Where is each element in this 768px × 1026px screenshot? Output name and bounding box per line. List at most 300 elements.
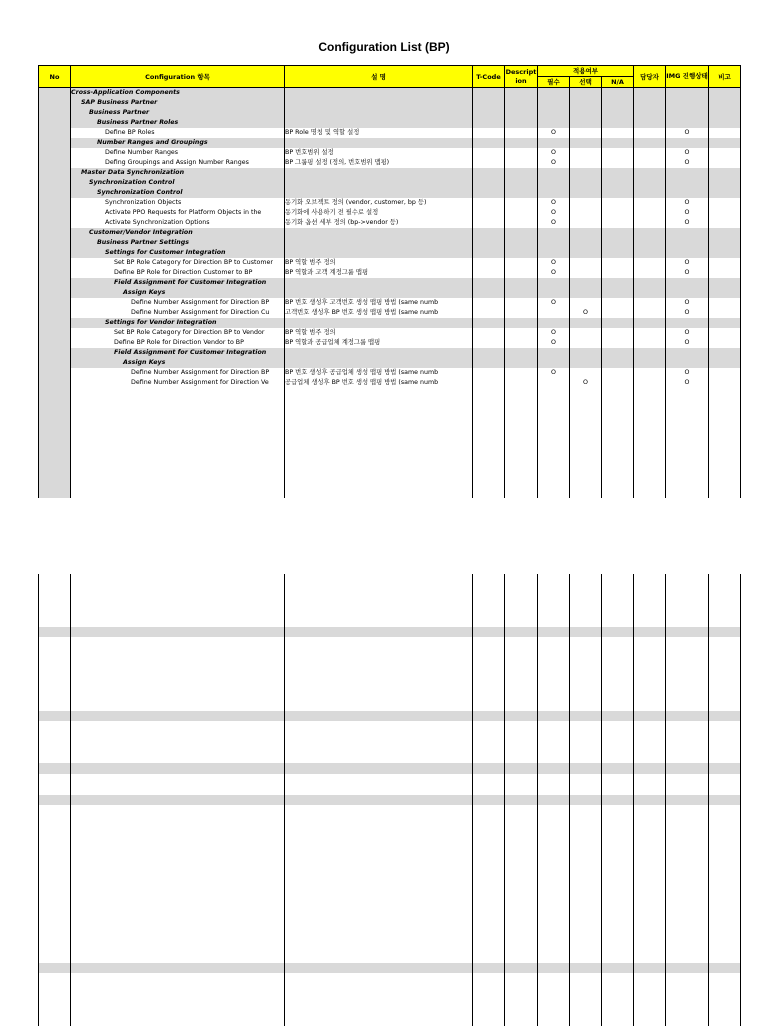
empty-cell [39, 458, 71, 468]
empty-cell [570, 648, 602, 659]
empty-cell [505, 711, 538, 722]
empty-cell [602, 478, 634, 488]
empty-cell [538, 931, 570, 942]
empty-cell [538, 816, 570, 827]
empty-cell [709, 805, 741, 816]
config-item-cell: Set BP Role Category for Direction BP to Vendor [71, 328, 285, 338]
description-cell: BP 역할과 공급업체 계정그룹 맵핑 [285, 338, 473, 348]
empty-cell [634, 994, 666, 1005]
empty-cell [473, 408, 505, 418]
config-item-cell: Define Number Ranges [71, 148, 285, 158]
empty-cell [39, 837, 71, 848]
empty-cell [473, 921, 505, 932]
empty-cell [634, 448, 666, 458]
no-cell [39, 148, 71, 158]
empty-cell [285, 742, 473, 753]
img-status-cell: O [666, 158, 709, 168]
empty-cell [473, 900, 505, 911]
empty-cell [570, 1005, 602, 1016]
empty-cell [666, 616, 709, 627]
empty-cell [709, 585, 741, 596]
empty-cell [473, 973, 505, 984]
section-row [39, 348, 741, 358]
empty-cell [505, 868, 538, 879]
config-item-cell: Synchronization Control [71, 188, 285, 198]
img-status-cell: O [666, 268, 709, 278]
empty-cell [634, 753, 666, 764]
empty-cell [709, 458, 741, 468]
empty-cell [666, 984, 709, 995]
empty-cell [538, 488, 570, 498]
remark-cell [709, 358, 741, 368]
description-extra-cell [505, 218, 538, 228]
description-cell [285, 348, 473, 358]
empty-cell [666, 398, 709, 408]
empty-cell [39, 388, 71, 398]
empty-cell [285, 753, 473, 764]
empty-cell [666, 763, 709, 774]
no-cell [39, 248, 71, 258]
empty-row [39, 826, 741, 837]
empty-cell [473, 889, 505, 900]
empty-cell [570, 428, 602, 438]
section-row [39, 168, 741, 178]
required-cell: O [538, 198, 570, 208]
tcode-cell [473, 188, 505, 198]
tcode-cell [473, 118, 505, 128]
tcode-cell [473, 208, 505, 218]
empty-cell [666, 889, 709, 900]
empty-cell [71, 994, 285, 1005]
empty-cell [39, 1005, 71, 1016]
owner-cell [634, 278, 666, 288]
empty-cell [505, 753, 538, 764]
empty-cell [602, 408, 634, 418]
empty-cell [285, 942, 473, 953]
empty-cell [71, 648, 285, 659]
owner-cell [634, 258, 666, 268]
owner-cell [634, 178, 666, 188]
section-row [39, 711, 741, 722]
description-cell [285, 248, 473, 258]
empty-cell [602, 700, 634, 711]
na-cell [602, 188, 634, 198]
optional-cell [570, 138, 602, 148]
na-cell [602, 168, 634, 178]
empty-cell [538, 963, 570, 974]
empty-cell [634, 784, 666, 795]
empty-cell [505, 774, 538, 785]
empty-cell [602, 826, 634, 837]
remark-cell [709, 348, 741, 358]
empty-cell [285, 963, 473, 974]
empty-cell [709, 910, 741, 921]
remark-cell [709, 108, 741, 118]
optional-cell: O [570, 308, 602, 318]
empty-cell [602, 900, 634, 911]
description-cell [285, 118, 473, 128]
empty-row [39, 921, 741, 932]
img-status-cell: O [666, 208, 709, 218]
empty-cell [538, 388, 570, 398]
empty-cell [709, 931, 741, 942]
empty-row [39, 428, 741, 438]
empty-cell [285, 826, 473, 837]
empty-cell [505, 595, 538, 606]
empty-cell [602, 984, 634, 995]
empty-cell [473, 658, 505, 669]
description-extra-cell [505, 358, 538, 368]
no-cell [39, 348, 71, 358]
empty-cell [538, 868, 570, 879]
config-item-cell: Customer/Vendor Integration [71, 228, 285, 238]
owner-cell [634, 378, 666, 388]
empty-cell [71, 679, 285, 690]
empty-cell [570, 585, 602, 596]
empty-cell [602, 868, 634, 879]
empty-cell [473, 742, 505, 753]
config-item-cell: Define BP Roles [71, 128, 285, 138]
description-extra-cell [505, 148, 538, 158]
empty-cell [602, 606, 634, 617]
empty-cell [39, 658, 71, 669]
empty-cell [473, 595, 505, 606]
table-row [39, 258, 741, 268]
section-row [39, 178, 741, 188]
empty-cell [602, 438, 634, 448]
empty-cell [602, 711, 634, 722]
empty-row [39, 679, 741, 690]
empty-cell [709, 732, 741, 743]
owner-cell [634, 108, 666, 118]
empty-cell [634, 742, 666, 753]
description-extra-cell [505, 308, 538, 318]
description-extra-cell [505, 88, 538, 99]
empty-cell [285, 669, 473, 680]
owner-cell [634, 298, 666, 308]
owner-cell [634, 338, 666, 348]
empty-cell [39, 732, 71, 743]
empty-cell [505, 942, 538, 953]
empty-cell [634, 942, 666, 953]
section-row [39, 138, 741, 148]
no-cell [39, 318, 71, 328]
config-item-cell: Define Number Assignment for Direction Cu [71, 308, 285, 318]
description-cell [285, 178, 473, 188]
empty-cell [709, 428, 741, 438]
na-cell [602, 198, 634, 208]
required-cell: O [538, 268, 570, 278]
description-extra-cell [505, 238, 538, 248]
empty-cell [634, 900, 666, 911]
section-row [39, 248, 741, 258]
na-cell [602, 378, 634, 388]
empty-cell [39, 627, 71, 638]
remark-cell [709, 298, 741, 308]
header-description: Description [505, 66, 538, 88]
empty-cell [709, 690, 741, 701]
required-cell: O [538, 218, 570, 228]
empty-cell [602, 448, 634, 458]
img-status-cell [666, 188, 709, 198]
tcode-cell [473, 198, 505, 208]
empty-cell [666, 488, 709, 498]
owner-cell [634, 348, 666, 358]
empty-cell [666, 468, 709, 478]
empty-cell [666, 952, 709, 963]
empty-cell [538, 448, 570, 458]
remark-cell [709, 188, 741, 198]
empty-cell [285, 973, 473, 984]
empty-cell [473, 648, 505, 659]
empty-cell [666, 826, 709, 837]
description-cell [285, 318, 473, 328]
empty-cell [473, 488, 505, 498]
no-cell [39, 98, 71, 108]
empty-cell [634, 690, 666, 701]
empty-cell [634, 478, 666, 488]
empty-cell [634, 973, 666, 984]
empty-cell [602, 627, 634, 638]
no-cell [39, 188, 71, 198]
img-status-cell [666, 248, 709, 258]
remark-cell [709, 88, 741, 99]
optional-cell [570, 118, 602, 128]
tcode-cell [473, 378, 505, 388]
empty-cell [602, 595, 634, 606]
empty-cell [71, 889, 285, 900]
empty-cell [538, 637, 570, 648]
empty-cell [505, 837, 538, 848]
empty-cell [39, 952, 71, 963]
empty-cell [473, 458, 505, 468]
empty-cell [39, 700, 71, 711]
required-cell [538, 348, 570, 358]
empty-cell [709, 648, 741, 659]
empty-cell [71, 448, 285, 458]
empty-cell [71, 669, 285, 680]
empty-cell [71, 732, 285, 743]
empty-cell [709, 488, 741, 498]
empty-cell [709, 900, 741, 911]
description-extra-cell [505, 178, 538, 188]
description-extra-cell [505, 368, 538, 378]
empty-row [39, 669, 741, 680]
required-cell [538, 238, 570, 248]
required-cell [538, 188, 570, 198]
empty-cell [285, 784, 473, 795]
empty-cell [666, 868, 709, 879]
empty-cell [71, 805, 285, 816]
description-cell [285, 168, 473, 178]
empty-cell [39, 606, 71, 617]
description-cell: 동기화에 사용하기 전 필수로 설정 [285, 208, 473, 218]
empty-cell [570, 606, 602, 617]
empty-cell [634, 910, 666, 921]
empty-cell [570, 388, 602, 398]
empty-cell [666, 994, 709, 1005]
config-item-cell: Field Assignment for Customer Integration [71, 348, 285, 358]
owner-cell [634, 158, 666, 168]
empty-cell [285, 795, 473, 806]
empty-cell [39, 816, 71, 827]
empty-cell [473, 669, 505, 680]
owner-cell [634, 358, 666, 368]
remark-cell [709, 328, 741, 338]
tcode-cell [473, 98, 505, 108]
owner-cell [634, 208, 666, 218]
empty-cell [634, 984, 666, 995]
empty-cell [505, 398, 538, 408]
owner-cell [634, 368, 666, 378]
empty-cell [709, 795, 741, 806]
empty-cell [666, 700, 709, 711]
no-cell [39, 358, 71, 368]
empty-row [39, 879, 741, 890]
empty-cell [71, 408, 285, 418]
empty-cell [602, 468, 634, 478]
empty-cell [285, 438, 473, 448]
remark-cell [709, 378, 741, 388]
empty-cell [538, 468, 570, 478]
empty-cell [473, 690, 505, 701]
empty-cell [709, 921, 741, 932]
empty-cell [39, 763, 71, 774]
tcode-cell [473, 248, 505, 258]
img-status-cell [666, 118, 709, 128]
description-extra-cell [505, 98, 538, 108]
empty-cell [666, 774, 709, 785]
empty-cell [473, 784, 505, 795]
empty-cell [666, 585, 709, 596]
empty-cell [285, 418, 473, 428]
img-status-cell [666, 168, 709, 178]
empty-cell [473, 585, 505, 596]
empty-cell [285, 774, 473, 785]
empty-cell [71, 931, 285, 942]
no-cell [39, 368, 71, 378]
empty-cell [473, 826, 505, 837]
empty-cell [602, 973, 634, 984]
empty-row [39, 585, 741, 596]
empty-cell [39, 488, 71, 498]
empty-cell [538, 721, 570, 732]
na-cell [602, 208, 634, 218]
empty-cell [634, 816, 666, 827]
empty-cell [602, 418, 634, 428]
table-row [39, 378, 741, 388]
empty-cell [634, 637, 666, 648]
empty-cell [634, 858, 666, 869]
empty-cell [709, 847, 741, 858]
empty-cell [71, 879, 285, 890]
na-cell [602, 148, 634, 158]
empty-cell [538, 700, 570, 711]
empty-cell [538, 398, 570, 408]
empty-cell [602, 721, 634, 732]
empty-cell [473, 711, 505, 722]
description-extra-cell [505, 378, 538, 388]
optional-cell [570, 318, 602, 328]
empty-row [39, 690, 741, 701]
description-cell [285, 88, 473, 99]
empty-cell [538, 585, 570, 596]
table-row [39, 338, 741, 348]
description-cell: BP 번호범위 설정 [285, 148, 473, 158]
description-cell [285, 278, 473, 288]
empty-row [39, 931, 741, 942]
empty-cell [666, 973, 709, 984]
empty-row [39, 774, 741, 785]
owner-cell [634, 88, 666, 99]
description-cell [285, 138, 473, 148]
description-cell: 고객번호 생성후 BP 번호 생성 맵핑 방법 (same numb [285, 308, 473, 318]
empty-cell [666, 732, 709, 743]
empty-cell [71, 868, 285, 879]
remark-cell [709, 208, 741, 218]
empty-cell [285, 1005, 473, 1016]
empty-cell [473, 398, 505, 408]
empty-cell [538, 837, 570, 848]
required-cell [538, 88, 570, 99]
empty-row [39, 616, 741, 627]
description-cell [285, 288, 473, 298]
section-row [39, 795, 741, 806]
empty-cell [570, 931, 602, 942]
empty-cell [602, 648, 634, 659]
empty-cell [666, 816, 709, 827]
empty-cell [473, 847, 505, 858]
required-cell: O [538, 208, 570, 218]
required-cell [538, 288, 570, 298]
img-status-cell: O [666, 198, 709, 208]
empty-cell [538, 847, 570, 858]
no-cell [39, 158, 71, 168]
header-tcode: T-Code [473, 66, 505, 88]
tcode-cell [473, 238, 505, 248]
empty-row [39, 721, 741, 732]
empty-row [39, 910, 741, 921]
empty-cell [473, 774, 505, 785]
empty-cell [39, 868, 71, 879]
empty-row [39, 606, 741, 617]
empty-cell [709, 700, 741, 711]
owner-cell [634, 148, 666, 158]
empty-cell [570, 879, 602, 890]
empty-cell [666, 910, 709, 921]
empty-cell [570, 942, 602, 953]
header-desc: 설 명 [285, 66, 473, 88]
description-extra-cell [505, 248, 538, 258]
empty-cell [570, 669, 602, 680]
empty-cell [634, 468, 666, 478]
header-img: IMG 진행상태 [666, 66, 709, 88]
description-cell: 공급업체 생성후 BP 번호 생성 맵핑 방법 (same numb [285, 378, 473, 388]
img-status-cell [666, 178, 709, 188]
empty-cell [709, 418, 741, 428]
empty-cell [71, 574, 285, 585]
empty-cell [634, 700, 666, 711]
empty-cell [602, 637, 634, 648]
remark-cell [709, 168, 741, 178]
empty-cell [39, 448, 71, 458]
empty-cell [602, 837, 634, 848]
empty-cell [285, 627, 473, 638]
empty-cell [473, 627, 505, 638]
header-remark: 비고 [709, 66, 741, 88]
no-cell [39, 178, 71, 188]
img-status-cell [666, 348, 709, 358]
